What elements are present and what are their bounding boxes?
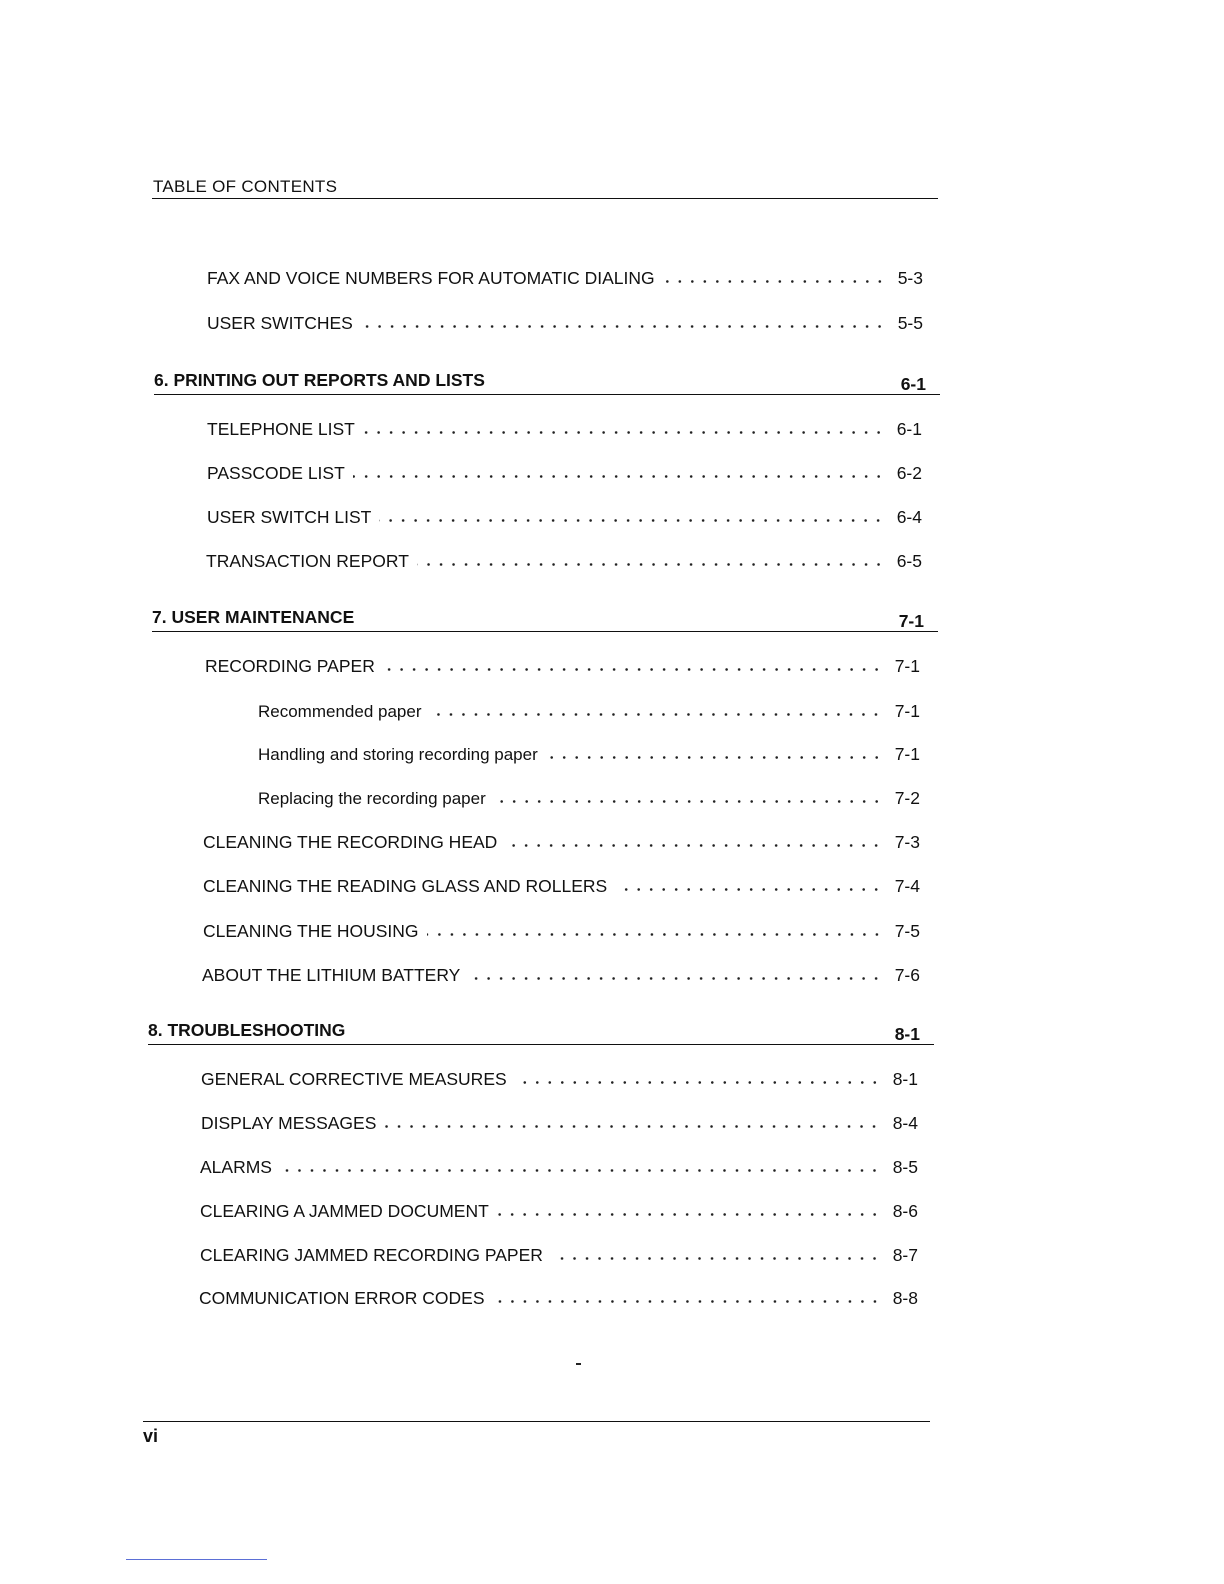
dot-leader (383, 664, 883, 674)
dot-leader (280, 1165, 881, 1175)
dot-leader (497, 1209, 881, 1219)
toc-entry-label: PASSCODE LIST (207, 463, 345, 483)
section-page: 7-1 (898, 611, 924, 631)
toc-entry-page: 7-1 (894, 656, 920, 676)
toc-entry-label: Recommended paper (258, 702, 422, 721)
toc-subentry[interactable] (258, 785, 920, 809)
dot-leader (384, 1121, 880, 1131)
toc-entry[interactable] (207, 460, 922, 484)
section-heading[interactable] (148, 1019, 934, 1045)
dot-leader (427, 929, 883, 939)
section-title: 8. TROUBLESHOOTING (148, 1020, 346, 1040)
section-title: 6. PRINTING OUT REPORTS AND LISTS (154, 370, 485, 390)
toc-entry-page: 8-6 (892, 1201, 918, 1221)
toc-entry-page: 7-3 (894, 832, 920, 852)
dot-leader (663, 276, 886, 286)
toc-entry-page: 8-1 (892, 1069, 918, 1089)
toc-entry-page: 7-4 (894, 876, 920, 896)
section-page: 6-1 (900, 374, 926, 394)
toc-entry[interactable] (201, 1066, 918, 1090)
toc-entry-label: CLEARING JAMMED RECORDING PAPER (200, 1245, 543, 1265)
toc-entry-label: ABOUT THE LITHIUM BATTERY (202, 965, 461, 985)
toc-entry-page: 6-4 (896, 507, 922, 527)
toc-entry[interactable] (207, 504, 922, 528)
toc-entry[interactable] (201, 1110, 918, 1134)
section-heading[interactable] (154, 369, 940, 395)
toc-entry[interactable] (200, 1154, 918, 1178)
toc-entry-page: 8-7 (892, 1245, 918, 1265)
toc-entry-page: 7-1 (894, 701, 920, 721)
dot-leader (546, 752, 883, 762)
toc-entry[interactable] (205, 653, 920, 677)
section-rule (152, 631, 938, 632)
toc-entry-label: DISPLAY MESSAGES (201, 1113, 377, 1133)
toc-entry[interactable] (202, 962, 920, 986)
section-heading[interactable] (152, 606, 938, 632)
toc-entry-label: GENERAL CORRECTIVE MEASURES (201, 1069, 507, 1089)
toc-entry-label: CLEANING THE RECORDING HEAD (203, 832, 498, 852)
toc-entry[interactable] (200, 1198, 918, 1222)
toc-entry[interactable] (207, 416, 922, 440)
toc-entry[interactable] (199, 1285, 918, 1309)
toc-entry-label: USER SWITCHES (207, 313, 353, 333)
toc-entry[interactable] (203, 918, 920, 942)
toc-subentry[interactable] (258, 698, 920, 722)
footer-page-number: vi (143, 1426, 159, 1446)
dot-leader (493, 1296, 881, 1306)
dot-leader (429, 709, 882, 719)
toc-entry[interactable] (203, 873, 920, 897)
toc-entry-page: 6-1 (896, 419, 922, 439)
toc-entry-page: 8-8 (892, 1288, 918, 1308)
toc-entry[interactable] (200, 1242, 918, 1266)
dot-leader (468, 973, 882, 983)
toc-entry-label: TRANSACTION REPORT (206, 551, 409, 571)
toc-entry[interactable] (207, 265, 923, 289)
dot-leader (494, 796, 883, 806)
toc-subentry[interactable] (258, 741, 920, 765)
section-rule (154, 394, 940, 395)
section-rule (148, 1044, 934, 1045)
dot-leader (515, 1077, 881, 1087)
toc-entry-page: 5-3 (897, 268, 923, 288)
dot-leader (615, 884, 882, 894)
footer-rule (143, 1421, 930, 1422)
dot-leader (379, 515, 884, 525)
dot-leader (551, 1253, 881, 1263)
dot-leader (363, 427, 885, 437)
toc-entry-page: 7-2 (894, 788, 920, 808)
toc-entry-page: 6-2 (896, 463, 922, 483)
dot-leader (505, 840, 882, 850)
toc-entry-label: CLEARING A JAMMED DOCUMENT (200, 1201, 489, 1221)
dot-leader (353, 471, 885, 481)
dot-leader (417, 559, 885, 569)
toc-entry-label: ALARMS (200, 1157, 272, 1177)
toc-entry-page: 6-5 (896, 551, 922, 571)
section-title: 7. USER MAINTENANCE (152, 607, 355, 627)
toc-entry-label: CLEANING THE READING GLASS AND ROLLERS (203, 876, 608, 896)
toc-entry-label: Handling and storing recording paper (258, 745, 538, 764)
toc-entry-page: 7-5 (894, 921, 920, 941)
toc-entry[interactable] (207, 310, 923, 334)
toc-entry-label: FAX AND VOICE NUMBERS FOR AUTOMATIC DIALING (207, 268, 655, 288)
page-header-title: TABLE OF CONTENTS (153, 177, 338, 196)
toc-entry-label: RECORDING PAPER (205, 656, 375, 676)
toc-entry-label: Replacing the recording paper (258, 789, 486, 808)
toc-entry-page: 5-5 (897, 313, 923, 333)
section-page: 8-1 (894, 1024, 920, 1044)
toc-entry-page: 7-6 (894, 965, 920, 985)
toc-entry[interactable] (203, 829, 920, 853)
toc-entry-label: TELEPHONE LIST (207, 419, 355, 439)
toc-entry-label: USER SWITCH LIST (207, 507, 372, 527)
toc-entry-label: COMMUNICATION ERROR CODES (199, 1288, 485, 1308)
toc-entry-page: 7-1 (894, 744, 920, 764)
toc-entry[interactable] (206, 548, 922, 572)
print-mark (576, 1363, 581, 1365)
toc-entry-page: 8-5 (892, 1157, 918, 1177)
dot-leader (361, 321, 886, 331)
toc-entry-page: 8-4 (892, 1113, 918, 1133)
header-rule (152, 198, 938, 199)
bottom-underline (126, 1559, 267, 1560)
toc-entry-label: CLEANING THE HOUSING (203, 921, 419, 941)
